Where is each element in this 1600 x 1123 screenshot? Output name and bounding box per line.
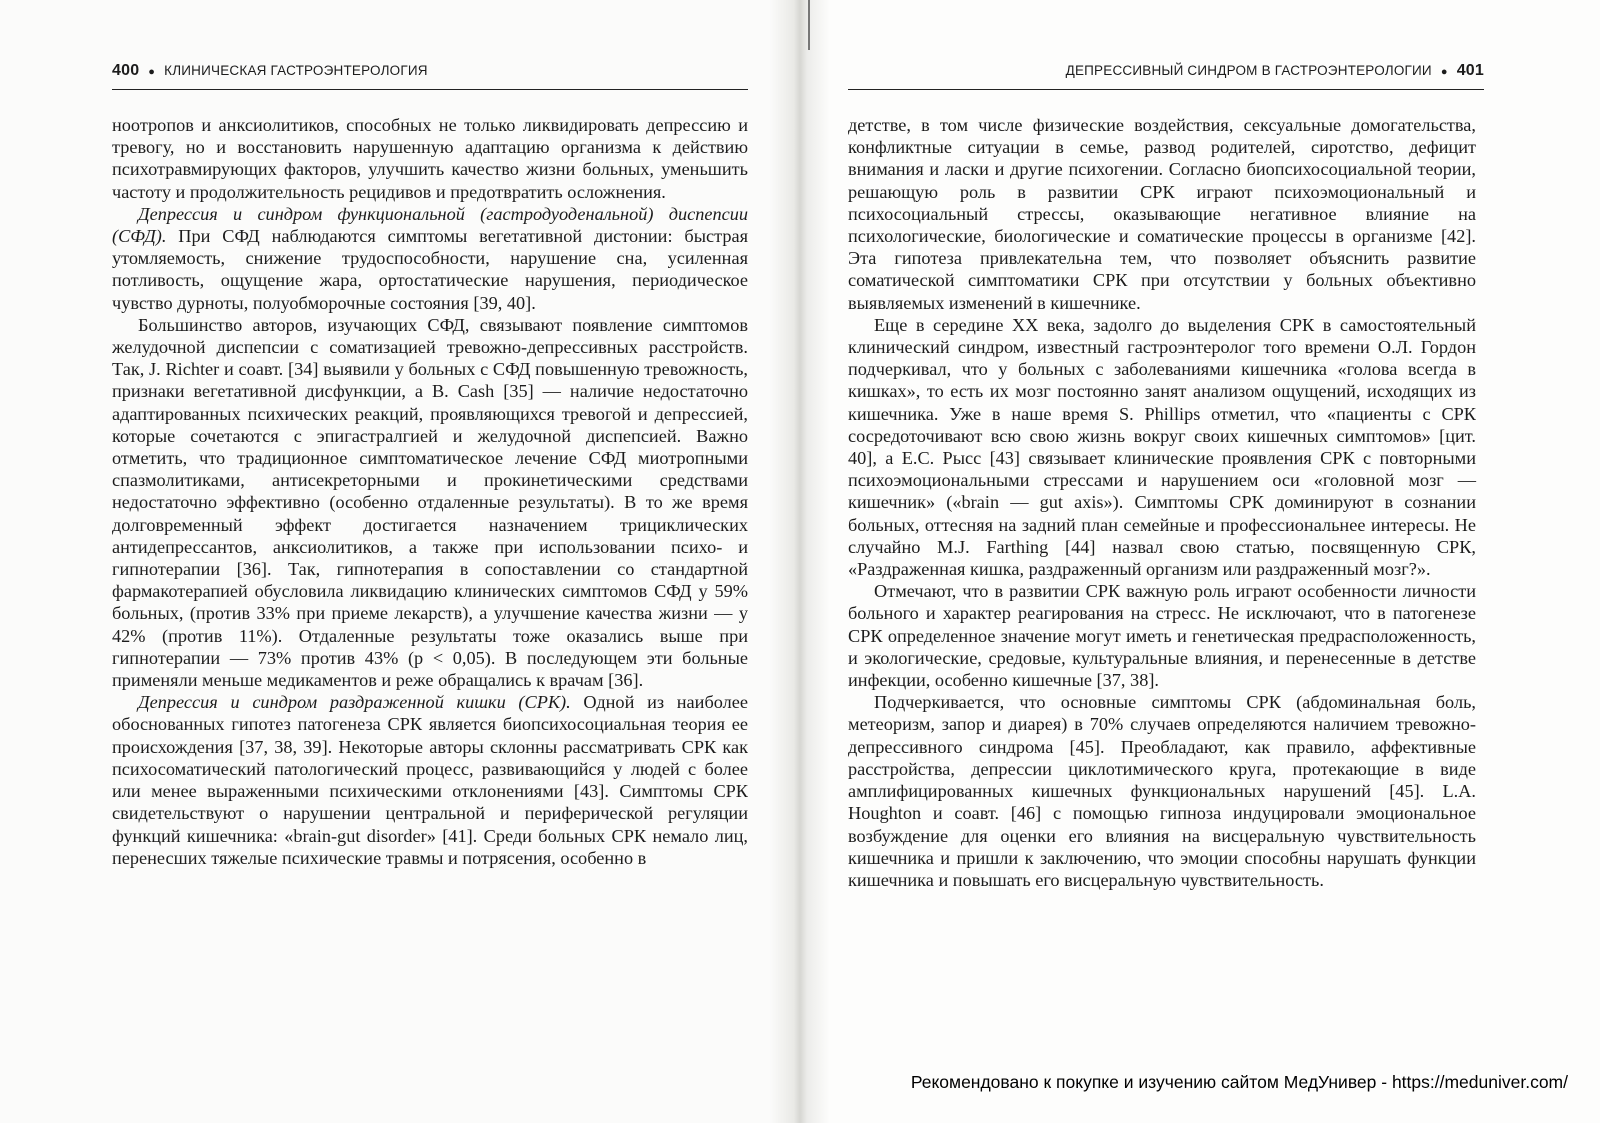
left-running-header bbox=[112, 62, 748, 84]
paragraph: детстве, в том числе физические воздействия, сексуальные домогательства, конфликтные ситуации в семье, развод родителей, сиротство, дефицит внимания и ласки и другие психогении. Согласно биопсихосоциальной теории, решающую роль в развитии СРК играют психоэмоциональный и психосоциальный стрессы, оказывающие негативное влияние на психологические, биологические и соматические процессы в организме [42]. Эта гипотеза привлекательна тем, что позволяет объяснить развитие соматической симптоматики СРК при отсутствии у больных объективно выявляемых изменений в кишечнике. bbox=[848, 115, 1476, 313]
left-header-rule bbox=[112, 89, 748, 90]
paragraph bbox=[112, 691, 748, 869]
paragraph-text: Одной из наиболее обоснованных гипотез патогенеза СРК является биопсихосоциальная теория ее происхождения [37, 38, 39]. Некоторые авторы склонны рассматривать СРК как психосоматический патологический процесс, развивающийся у людей с более или менее выраженными психическими отклонениями [43]. Симптомы СРК свидетельствуют о нарушении центральной и периферической регуляции функций кишечника: «brain-gut disorder» [41]. Среди больных СРК немало лиц, перенесших тяжелые психические травмы и потрясения, особенно в bbox=[112, 692, 749, 868]
gutter-mark bbox=[808, 0, 810, 50]
right-page-number: 401 bbox=[1456, 62, 1484, 79]
paragraph: Подчеркивается, что основные симптомы СРК (абдоминальная боль, метеоризм, запор и диарея) в 70% случаев определяются наличием тревожно-депрессивного синдрома [45]. Преобладают, как правило, аффективные расстройства, депрессии циклотимического круга, протекающие в виде амплифицированных кишечных функциональных нарушений [45]. L.A. Houghton и соавт. [46] с помощью гипноза индуцировали эмоциональное возбуждение для оценки его влияния на висцеральную чувствительность кишечника и пришли к заключению, что эмоции способны нарушать функции кишечника и повышать его висцеральную чувствительность. bbox=[848, 692, 1476, 890]
paragraph-text: При СФД наблюдаются симптомы вегетативной дистонии: быстрая утомляемость, снижение трудоспособности, нарушение сна, усиленная потливость, ощущение жара, ортостатические нарушения, периодическое чувство дурноты, полуобморочные состояния [39, 40]. bbox=[112, 226, 748, 313]
paragraph bbox=[112, 203, 748, 314]
right-running-header bbox=[848, 62, 1484, 84]
header-bullet: ● bbox=[1440, 66, 1448, 78]
book-gutter-shadow bbox=[770, 0, 830, 1123]
header-bullet: ● bbox=[148, 66, 156, 78]
left-page-number: 400 bbox=[112, 62, 140, 79]
section-heading-ibs: Депрессия и синдром раздраженной кишки (СРК). bbox=[138, 692, 571, 713]
paragraph: Еще в середине XX века, задолго до выделения СРК в самостоятельный клинический синдром, известный гастроэнтеролог того времени О.Л. Гордон подчеркивал, что у больных с заболеваниями кишечника «голова всегда в кишках», то есть их мозг постоянно занят анализом ощущений, исходящих из кишечника. Уже в наше время S. Phillips отметил, что «пациенты с СРК сосредоточивают всю свою жизнь вокруг своих кишечных симптомов» [цит. 40], а E.C. Рысс [43] связывает клинические проявления СРК с повторными психоэмоциональными стрессами и нарушением оси «головной мозг — кишечник» («brain — gut axis»). Симптомы СРК доминируют в сознании больных, оттесняя на задний план семейные и профессиональнее интересы. Не случайно M.J. Farthing [44] назвал свою статью, посвященную СРК, «Раздраженная кишка, раздраженный организм или раздраженный мозг?». bbox=[848, 314, 1476, 580]
section-heading-fd: Депрессия и синдром функциональной (гастродуоденальной) диспепсии (СФД). bbox=[112, 203, 748, 247]
right-body-text bbox=[848, 114, 1476, 891]
left-running-head: КЛИНИЧЕСКАЯ ГАСТРОЭНТЕРОЛОГИЯ bbox=[164, 63, 428, 78]
paragraph: ноотропов и анксиолитиков, способных не только ликвидировать депрессию и тревогу, но и восстановить нарушенную адаптацию организма к действию психотравмирующих факторов, улучшить качество жизни больных, уменьшить частоту и продолжительность рецидивов и предотвратить осложнения. bbox=[112, 115, 748, 202]
recommendation-footer: Рекомендовано к покупке и изучению сайтом МедУнивер - https://meduniver.com/ bbox=[910, 1072, 1568, 1092]
left-body-text bbox=[112, 114, 748, 869]
right-running-head: ДЕПРЕССИВНЫЙ СИНДРОМ В ГАСТРОЭНТЕРОЛОГИИ bbox=[1065, 63, 1432, 78]
paragraph: Отмечают, что в развитии СРК важную роль играют особенности личности больного и характер реагирования на стресс. Не исключают, что в патогенезе СРК определенное значение могут иметь и генетическая предрасположенность, и экологические, средовые, культуральные влияния, и перенесенные в детстве инфекции, особенно кишечные [37, 38]. bbox=[848, 581, 1476, 691]
right-header-rule bbox=[848, 89, 1484, 90]
paragraph: Большинство авторов, изучающих СФД, связывают появление симптомов желудочной диспепсии с соматизацией тревожно-депрессивных расстройств. Так, J. Richter и соавт. [34] выявили у больных с СФД повышенную тревожность, признаки вегетативной дисфункции, а B. Cash [35] — наличие недостаточно адаптированных психических реакций, проявляющихся тревогой и депрессией, которые сочетаются с эпигастралгией и желудочной диспепсией. Важно отметить, что традиционное симптоматическое лечение СФД миотропными спазмолитиками, антисекреторными и прокинетическими средствами недостаточно эффективно (особенно отдаленные результаты). В то же время долговременный эффект достигается назначением трициклических антидепрессантов, анксиолитиков, а также при использовании психо- и гипнотерапии [36]. Так, гипнотерапия в сопоставлении со стандартной фармакотерапией обусловила ликвидацию клинических симптомов СФД у 59% больных, (против 33% при приеме лекарств), а улучшение качества жизни — у 42% (против 11%). Отдаленные результаты тоже оказались выше при гипнотерапии — 73% против 43% (p < 0,05). В последующем эти больные применяли меньше медикаментов и реже обращались к врачам [36]. bbox=[112, 314, 748, 691]
